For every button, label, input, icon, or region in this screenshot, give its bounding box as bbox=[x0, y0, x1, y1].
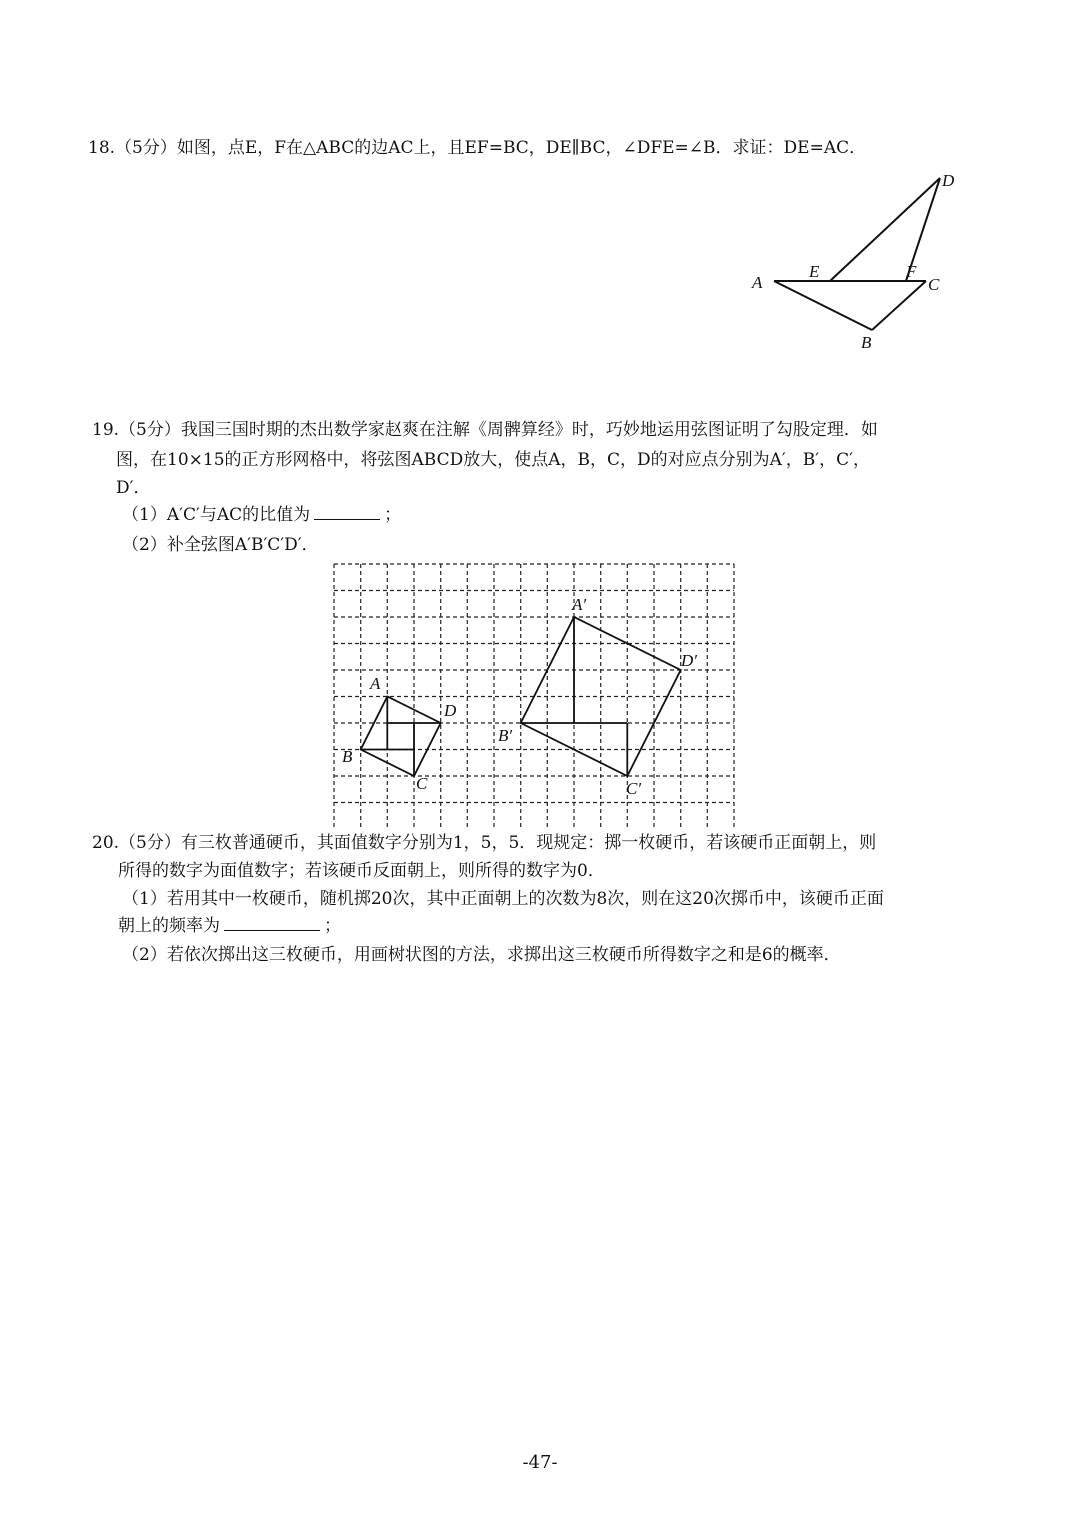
q18-triangle-figure bbox=[748, 168, 968, 358]
label-b: B bbox=[342, 747, 353, 766]
label-d-prime: D′ bbox=[681, 651, 697, 670]
q20-part-2: （2）若依次掷出这三枚硬币，用画树状图的方法，求掷出这三枚硬币所得数字之和是6的概率． bbox=[122, 945, 841, 965]
label-a-prime: A′ bbox=[572, 595, 587, 614]
q19-line-1: 19.（5分）我国三国时期的杰出数学家赵爽在注解《周髀算经》时，巧妙地运用弦图证明了勾股定理．如 bbox=[92, 420, 878, 440]
label-a: A bbox=[752, 273, 763, 292]
label-a: A bbox=[370, 674, 381, 693]
q20-part-1b-text: 朝上的频率为 bbox=[118, 916, 220, 936]
q19-line-2: 图，在10×15的正方形网格中，将弦图ABCD放大，使点A，B，C，D的对应点分别为A′，B′，C′， bbox=[116, 450, 870, 470]
label-d: D bbox=[444, 701, 457, 720]
q19-line-3: D′． bbox=[116, 478, 151, 498]
label-f: F bbox=[906, 262, 917, 281]
label-e: E bbox=[809, 262, 820, 281]
q19-part-2: （2）补全弦图A′B′C′D′． bbox=[122, 535, 319, 555]
q20-line-1: 20.（5分）有三枚普通硬币，其面值数字分别为1，5，5．现规定：掷一枚硬币，若该硬币正面朝上，则 bbox=[92, 833, 877, 853]
q20-part-1a: （1）若用其中一枚硬币，随机掷20次，其中正面朝上的次数为8次，则在这20次掷币中，该硬币正面 bbox=[122, 889, 884, 909]
q20-part-1b-end: ； bbox=[324, 916, 341, 936]
q20-line-2: 所得的数字为面值数字；若该硬币反面朝上，则所得的数字为0． bbox=[118, 861, 605, 881]
label-b: B bbox=[861, 333, 872, 352]
segment-bc bbox=[872, 281, 926, 330]
q20-part-1b bbox=[118, 914, 341, 938]
q19-part-1-end: ； bbox=[384, 505, 402, 525]
answer-blank bbox=[224, 914, 320, 931]
answer-blank bbox=[314, 503, 380, 520]
q18-text: 18.（5分）如图，点E，F在△ABC的边AC上，且EF=BC，DE∥BC，∠DFE=∠B．求证：DE=AC． bbox=[88, 138, 867, 158]
page-number: -47- bbox=[522, 1452, 558, 1473]
label-c: C bbox=[928, 275, 940, 294]
q19-grid-figure bbox=[328, 558, 748, 828]
label-b-prime: B′ bbox=[498, 726, 513, 745]
label-c: C bbox=[416, 774, 428, 793]
small-xian-figure bbox=[361, 697, 441, 777]
label-d: D bbox=[942, 171, 955, 190]
segment-ab bbox=[774, 281, 872, 330]
q19-part-1 bbox=[122, 503, 401, 527]
q19-part-1-text: （1）A′C′与AC的比值为 bbox=[122, 505, 311, 525]
label-c-prime: C′ bbox=[626, 779, 642, 798]
